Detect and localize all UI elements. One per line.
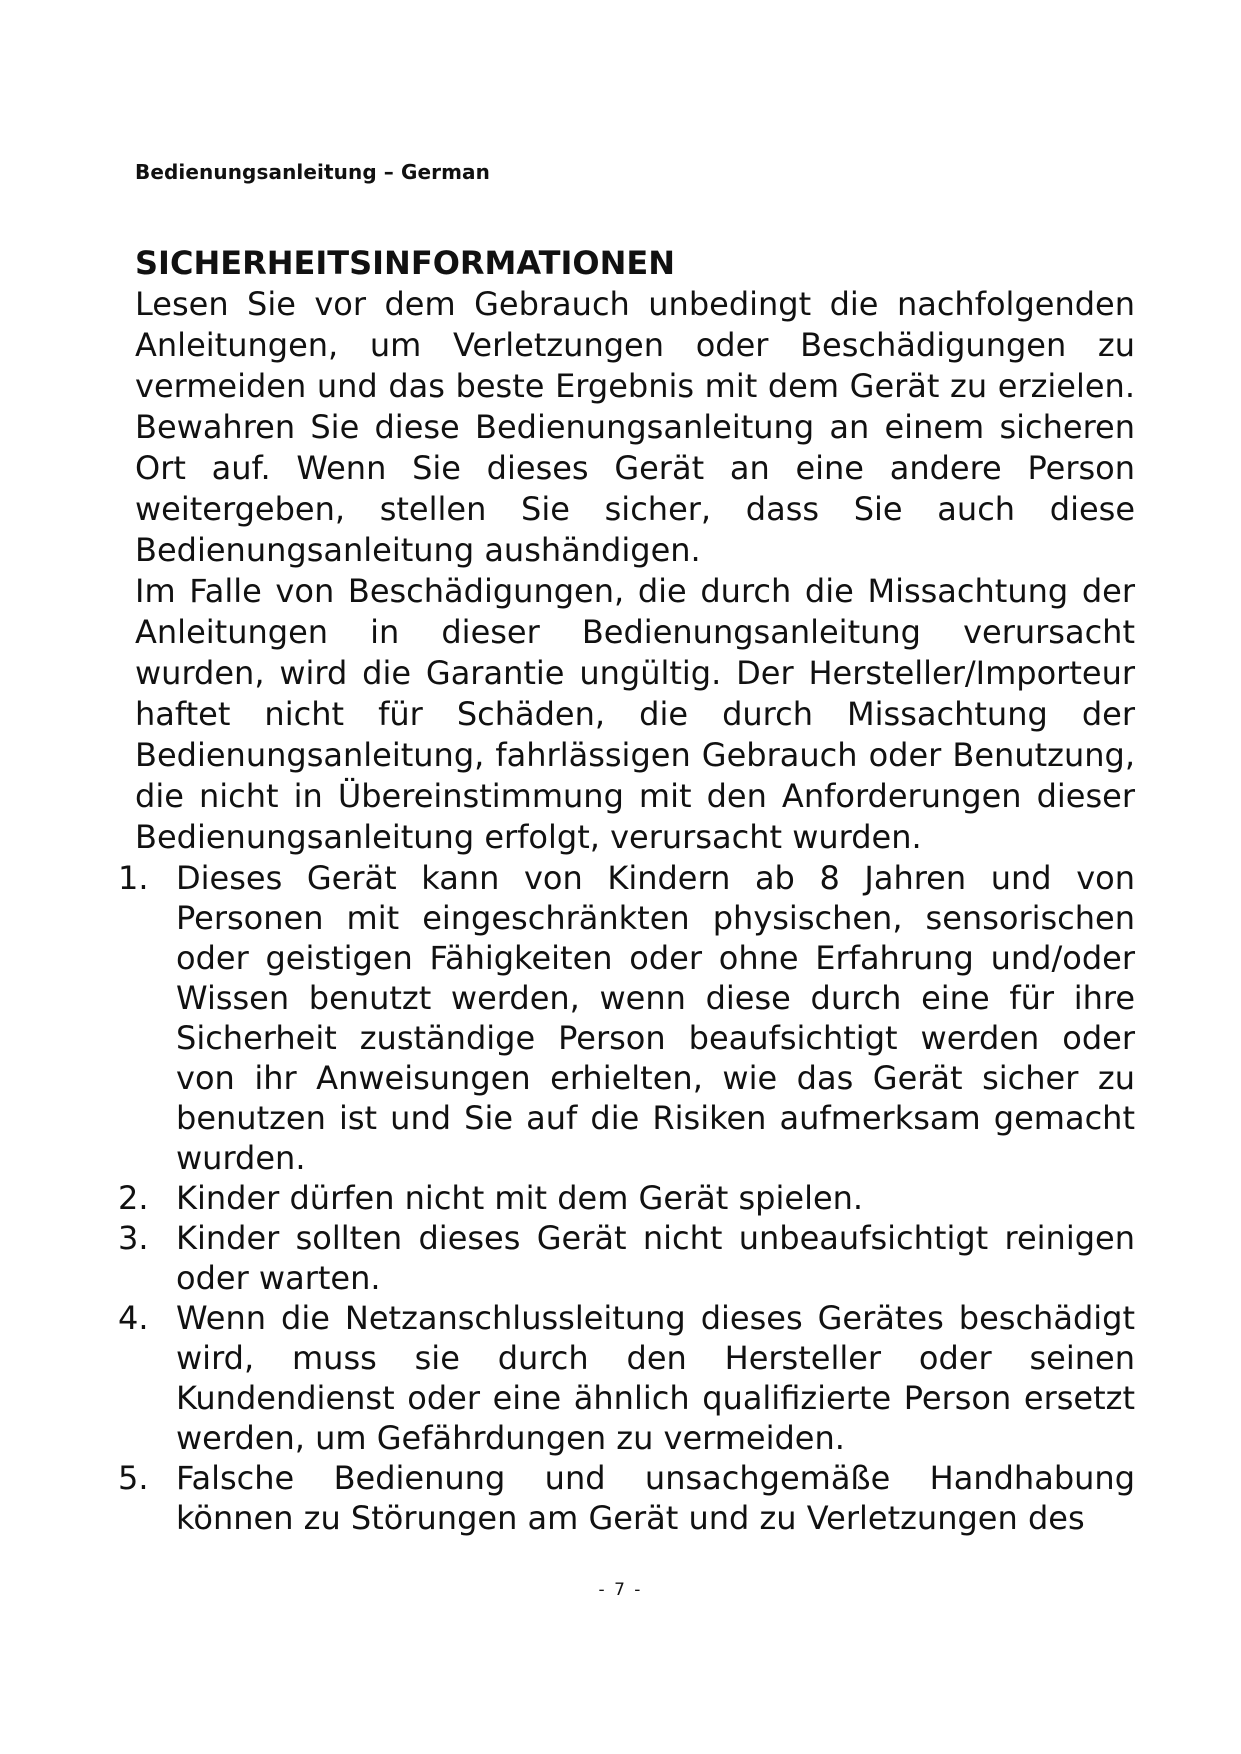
list-item-text: Wenn die Netzanschlussleitung dieses Gerätes beschädigt wird, muss sie durch den Hersteller oder seinen Kundendienst oder eine ähnlich qualifizierte Person ersetzt werden, um Gefährdungen zu vermeiden. (176, 1299, 1135, 1457)
safety-section (118, 242, 1135, 1538)
intro-text (135, 284, 1135, 858)
list-item-number: 4. (118, 1299, 149, 1337)
list-item-number: 2. (118, 1179, 149, 1217)
list-item-text: Falsche Bedienung und unsachgemäße Handhabung können zu Störungen am Gerät und zu Verletzungen des (176, 1459, 1135, 1537)
safety-instructions-list (118, 858, 1135, 1538)
document-header-label: Bedienungsanleitung – German (135, 160, 490, 184)
list-item-number: 3. (118, 1219, 149, 1257)
list-item-number: 1. (118, 859, 149, 897)
warranty-paragraph: Im Falle von Beschädigungen, die durch die Missachtung der Anleitungen in dieser Bedienungsanleitung verursacht wurden, wird die Garantie ungültig. Der Hersteller/Importeur haftet nicht für Schäden, die durch Missachtung der Bedienungsanleitung, fahrlässigen Gebrauch oder Benutzung, die nicht in Übereinstimmung mit den Anforderungen dieser Bedienungsanleitung erfolgt, verursacht wurden. (135, 572, 1135, 856)
list-item-number: 5. (118, 1459, 149, 1497)
list-item (118, 1298, 1135, 1458)
intro-paragraph: Lesen Sie vor dem Gebrauch unbedingt die nachfolgenden Anleitungen, um Verletzungen oder Beschädigungen zu vermeiden und das beste Ergebnis mit dem Gerät zu erzielen. Bewahren Sie diese Bedienungsanleitung an einem sicheren Ort auf. Wenn Sie dieses Gerät an eine andere Person weitergeben, stellen Sie sicher, dass Sie auch diese Bedienungsanleitung aushändigen. (135, 285, 1135, 569)
section-title: SICHERHEITSINFORMATIONEN (135, 244, 676, 282)
list-item (118, 1218, 1135, 1298)
list-item (118, 1178, 1135, 1218)
list-item-text: Kinder dürfen nicht mit dem Gerät spielen. (176, 1179, 864, 1217)
list-item (118, 858, 1135, 1178)
list-item-text: Dieses Gerät kann von Kindern ab 8 Jahren und von Personen mit eingeschränkten physischen, sensorischen oder geistigen Fähigkeiten oder ohne Erfahrung und/oder Wissen benutzt werden, wenn diese durch eine für ihre Sicherheit zuständige Person beaufsichtigt werden oder von ihr Anweisungen erhielten, wie das Gerät sicher zu benutzen ist und Sie auf die Risiken aufmerksam gemacht wurden. (176, 859, 1135, 1177)
list-item-text: Kinder sollten dieses Gerät nicht unbeaufsichtigt reinigen oder warten. (176, 1219, 1135, 1297)
list-item (118, 1458, 1135, 1538)
page-number: - 7 - (598, 1580, 643, 1600)
